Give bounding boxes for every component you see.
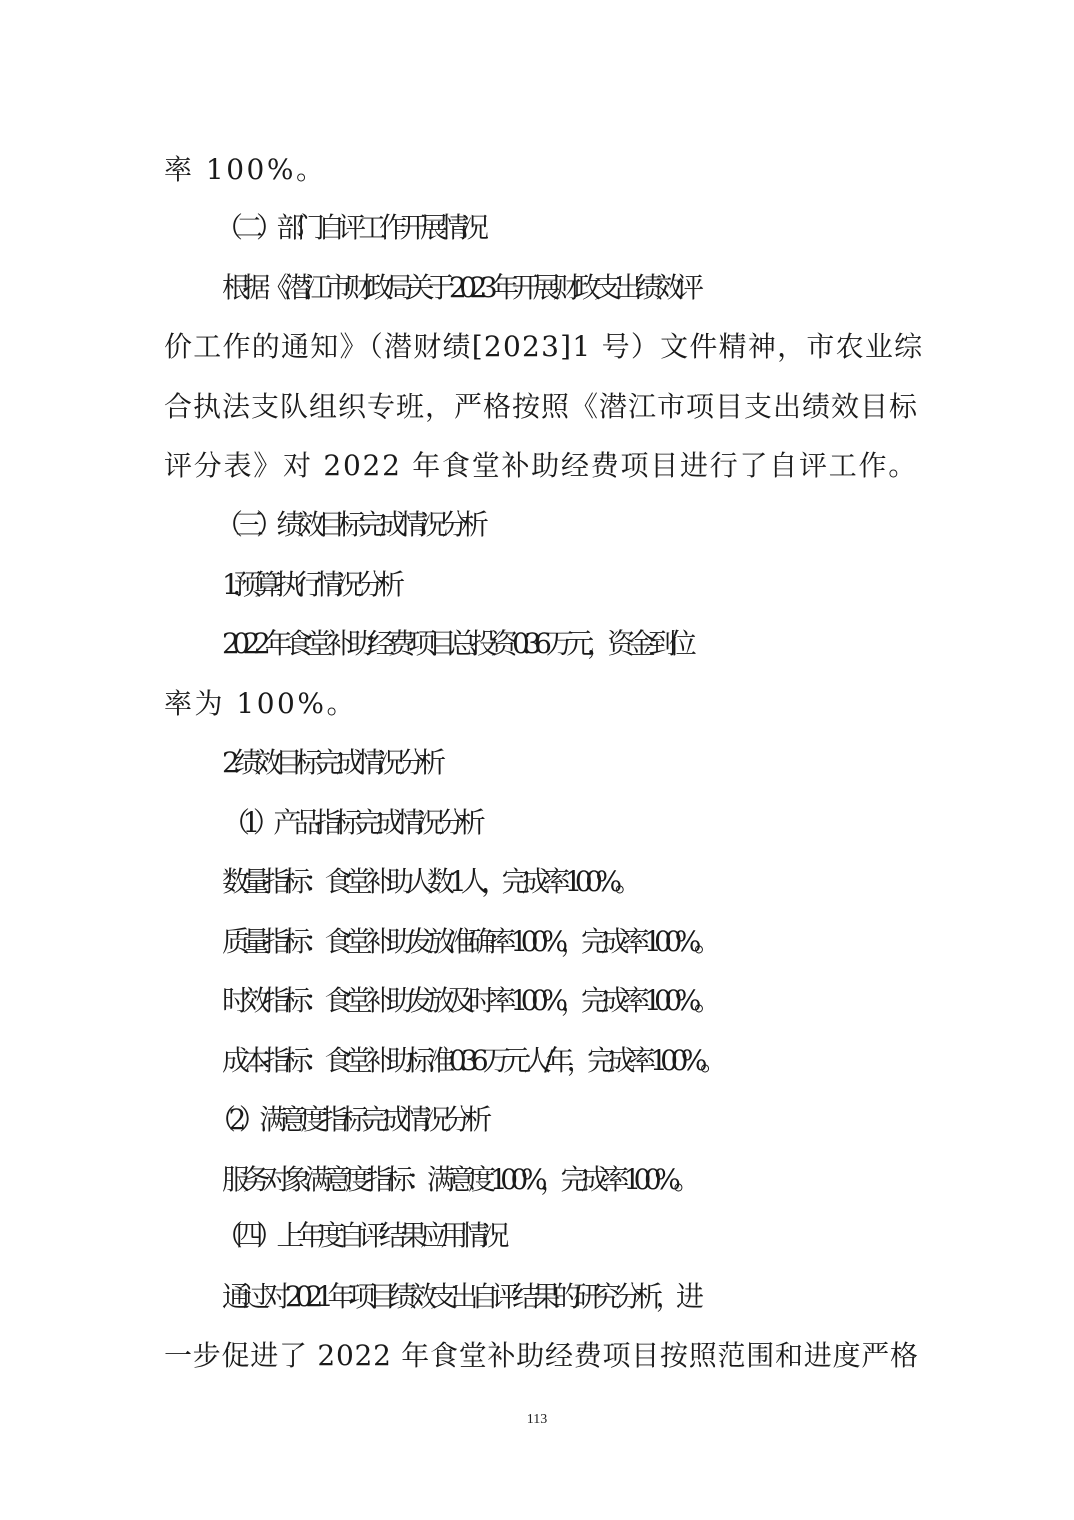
text-line: 率为 100%。 [164,687,357,720]
text-line: 质量指标：食堂补助发放准确率 100%，完成率 100%。 [222,925,715,958]
text-line: 一步促进了 2022 年食堂补助经费项目按照范围和进度严格 [164,1339,919,1372]
text-line: 通过对 2021 年项目绩效支出自评结果的研究分析，进 [222,1280,697,1313]
text-line: 合执法支队组织专班，严格按照《潜江市项目支出绩效目标 [164,390,919,423]
text-line: 服务对象满意度指标：满意度 100%，完成率 100%。 [222,1163,694,1196]
text-line: 率 100%。 [164,153,327,186]
subsection-heading: （2）满意度指标完成情况分析 [208,1103,485,1136]
text-line: 评分表》对 2022 年食堂补助经费项目进行了自评工作。 [164,449,919,482]
subsection-heading: （1）产品指标完成情况分析 [222,806,479,839]
subsection-heading: 2.绩效目标完成情况分析 [222,746,439,779]
section-heading: （四）上年度自评结果应用情况 [215,1219,503,1252]
text-line: 成本指标：食堂补助标准 0.36 万元人/年，完成率 100%。 [222,1044,721,1077]
text-line: 时效指标：食堂补助发放及时率 100%，完成率 100%。 [222,984,715,1017]
text-line: 2022 年食堂补助经费项目总投资 0.36 万元，资金到位 [222,627,690,660]
subsection-heading: 1.预算执行情况分析 [222,568,398,601]
text-line: 根据《潜江市财政局关于 2023 年开展财政支出绩效评 [222,271,697,304]
section-heading: （二）部门自评工作开展情况 [215,211,482,244]
text-line: 价工作的通知》（潜财绩[2023]1 号）文件精神，市农业综 [164,330,924,363]
page-number: 113 [526,1412,548,1427]
text-line: 数量指标：食堂补助人数 1 人，完成率 100%。 [222,865,636,898]
section-heading: （三）绩效目标完成情况分析 [215,508,482,541]
